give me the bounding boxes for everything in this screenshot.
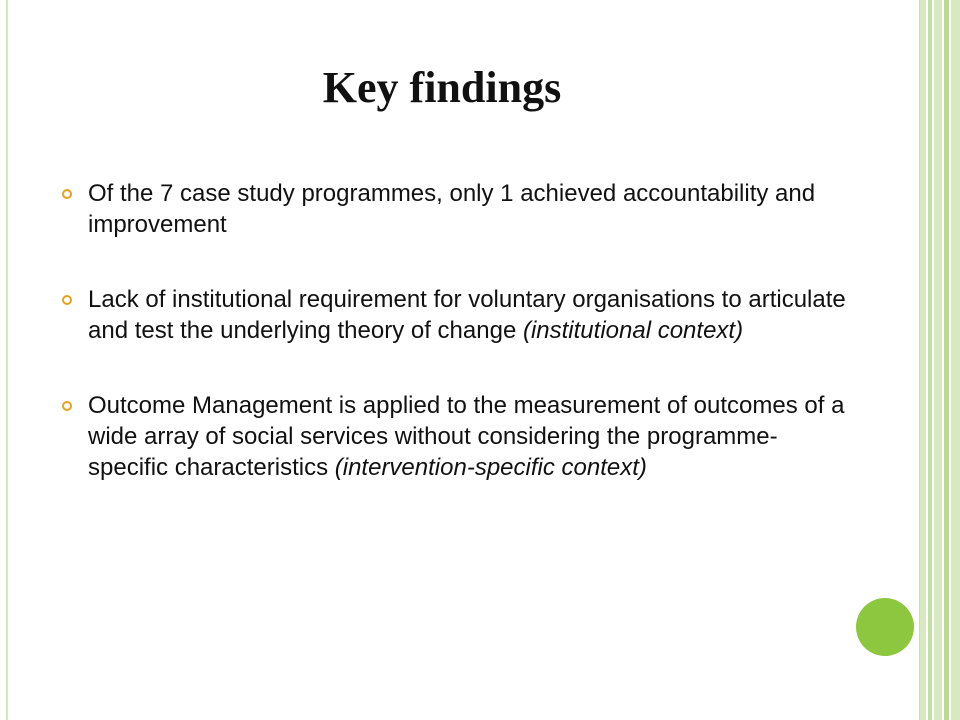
bullet-text: Lack of institutional requirement for voluntary organisations to articulate and test the underlying theory of change (88, 286, 846, 344)
stripe (944, 0, 949, 720)
decorative-stripes (920, 0, 960, 720)
bullet-marker-icon (62, 295, 72, 305)
bullet-context: (intervention-specific context) (334, 454, 647, 481)
stripe (934, 0, 942, 720)
bullet-list (62, 178, 852, 483)
bullet-item (62, 178, 852, 240)
slide-title: Key findings (322, 63, 562, 112)
stripe (920, 0, 926, 720)
bullet-context: (institutional context) (522, 317, 744, 344)
bullet-item (62, 390, 852, 483)
bullet-item (62, 284, 852, 346)
green-circle-decoration (856, 598, 914, 656)
stripe (951, 0, 960, 720)
stripe (928, 0, 932, 720)
bullet-marker-icon (62, 401, 72, 411)
bullet-text: Outcome Management is applied to the measurement of outcomes of a wide array of social services without considering the programme-specific characteristics (88, 392, 845, 481)
bullet-marker-icon (62, 189, 72, 199)
bullet-text: Of the 7 case study programmes, only 1 achieved accountability and improvement (88, 180, 816, 238)
